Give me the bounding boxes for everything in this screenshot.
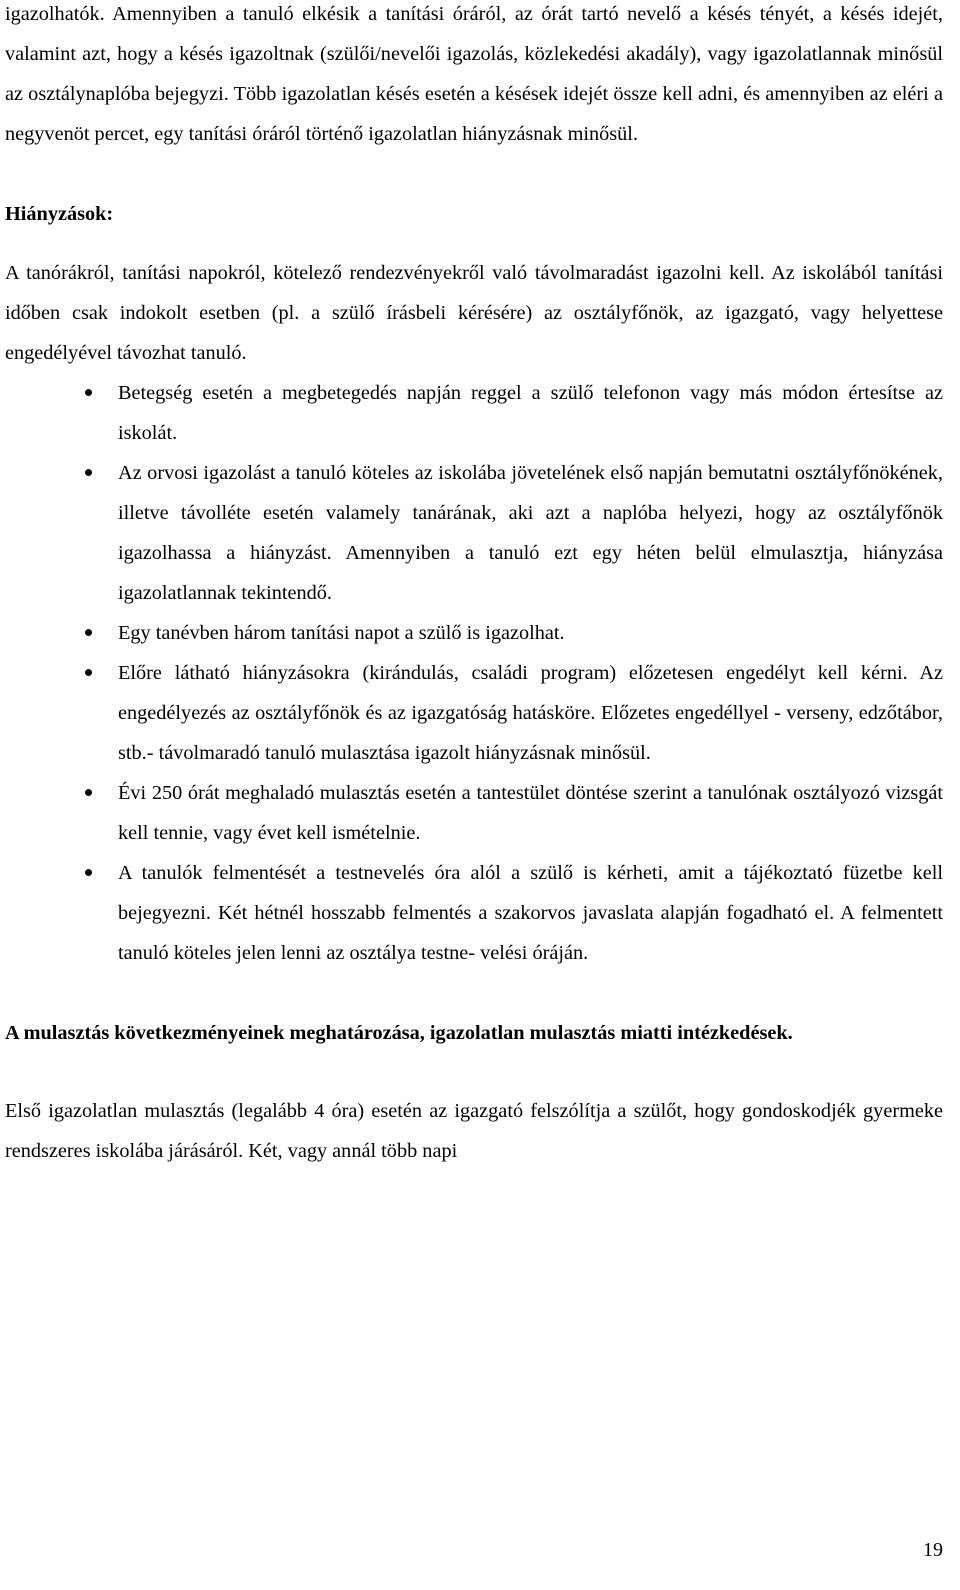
bullet-icon [85, 629, 92, 636]
list-item-text: Évi 250 órát meghaladó mulasztás esetén a tantestület döntése szerint a tanulónak osztályozó vizsgát kell tennie, vagy évet kell ismételnie. [118, 782, 943, 844]
absence-rules-list [5, 373, 943, 973]
bullet-icon [85, 469, 92, 476]
intro-paragraph: igazolhatók. Amennyiben a tanuló elkésik a tanítási óráról, az órát tartó nevelő a késés tényét, a késés idejét, valamint azt, hogy a késés igazoltnak (szülői/nevelői igazolás, közlekedési akadály), vagy igazolatlannak minősül az osztálynaplóba bejegyzi. Több igazolatlan késés esetén a késések idejét össze kell adni, és amennyiben az eléri a negyvenöt percet, egy tanítási óráról történő igazolatlan hiányzásnak minősül. [5, 3, 943, 145]
bullet-icon [85, 869, 92, 876]
absences-heading: Hiányzások: [5, 203, 114, 225]
list-item-text: A tanulók felmentését a testnevelés óra alól a szülő is kérheti, amit a tájékoztató füzetbe kell bejegyezni. Két hétnél hosszabb felmentés a szakorvos javaslata alapján fogadható el. A felmentett tanuló köteles jelen lenni az osztálya testne- velési óráján. [118, 862, 943, 964]
list-item-text: Előre látható hiányzásokra (kirándulás, családi program) előzetesen engedélyt kell kérni. Az engedélyezés az osztályfőnök és az igazgatóság hatásköre. Előzetes engedéllyel - verseny, edzőtábor, stb.- távolmaradó tanuló mulasztása igazolt hiányzásnak minősül. [118, 662, 943, 764]
page-number: 19 [923, 1539, 943, 1561]
consequences-paragraph: Első igazolatlan mulasztás (legalább 4 óra) esetén az igazgató felszólítja a szülőt, hogy gondoskodjék gyermeke rendszeres iskolába járásáról. Két, vagy annál több napi [5, 1100, 943, 1162]
consequences-heading: A mulasztás következményeinek meghatározása, igazolatlan mulasztás miatti intézkedések. [5, 1022, 793, 1044]
bullet-icon [85, 669, 92, 676]
bullet-icon [85, 789, 92, 796]
list-item [5, 653, 943, 773]
list-item-text: Betegség esetén a megbetegedés napján reggel a szülő telefonon vagy más módon értesítse az iskolát. [118, 382, 943, 444]
list-item [5, 773, 943, 853]
absences-intro-paragraph: A tanórákról, tanítási napokról, kötelező rendezvényekről való távolmaradást igazolni kell. Az iskolából tanítási időben csak indokolt esetben (pl. a szülő írásbeli kérésére) az osztályfőnök, az igazgató, vagy helyettese engedélyével távozhat tanuló. [5, 262, 943, 364]
list-item-text: Egy tanévben három tanítási napot a szülő is igazolhat. [118, 622, 565, 644]
list-item [5, 453, 943, 613]
list-item [5, 613, 943, 653]
bullet-icon [85, 389, 92, 396]
document-page [5, 0, 943, 1171]
list-item [5, 373, 943, 453]
list-item [5, 853, 943, 973]
list-item-text: Az orvosi igazolást a tanuló köteles az iskolába jövetelének első napján bemutatni osztályfőnökének, illetve távolléte esetén valamely tanárának, aki azt a naplóba helyezi, hogy az osztályfőnök igazolhassa a hiányzást. Amennyiben a tanuló ezt egy héten belül elmulasztja, hiányzása igazolatlannak tekintendő. [118, 462, 943, 604]
